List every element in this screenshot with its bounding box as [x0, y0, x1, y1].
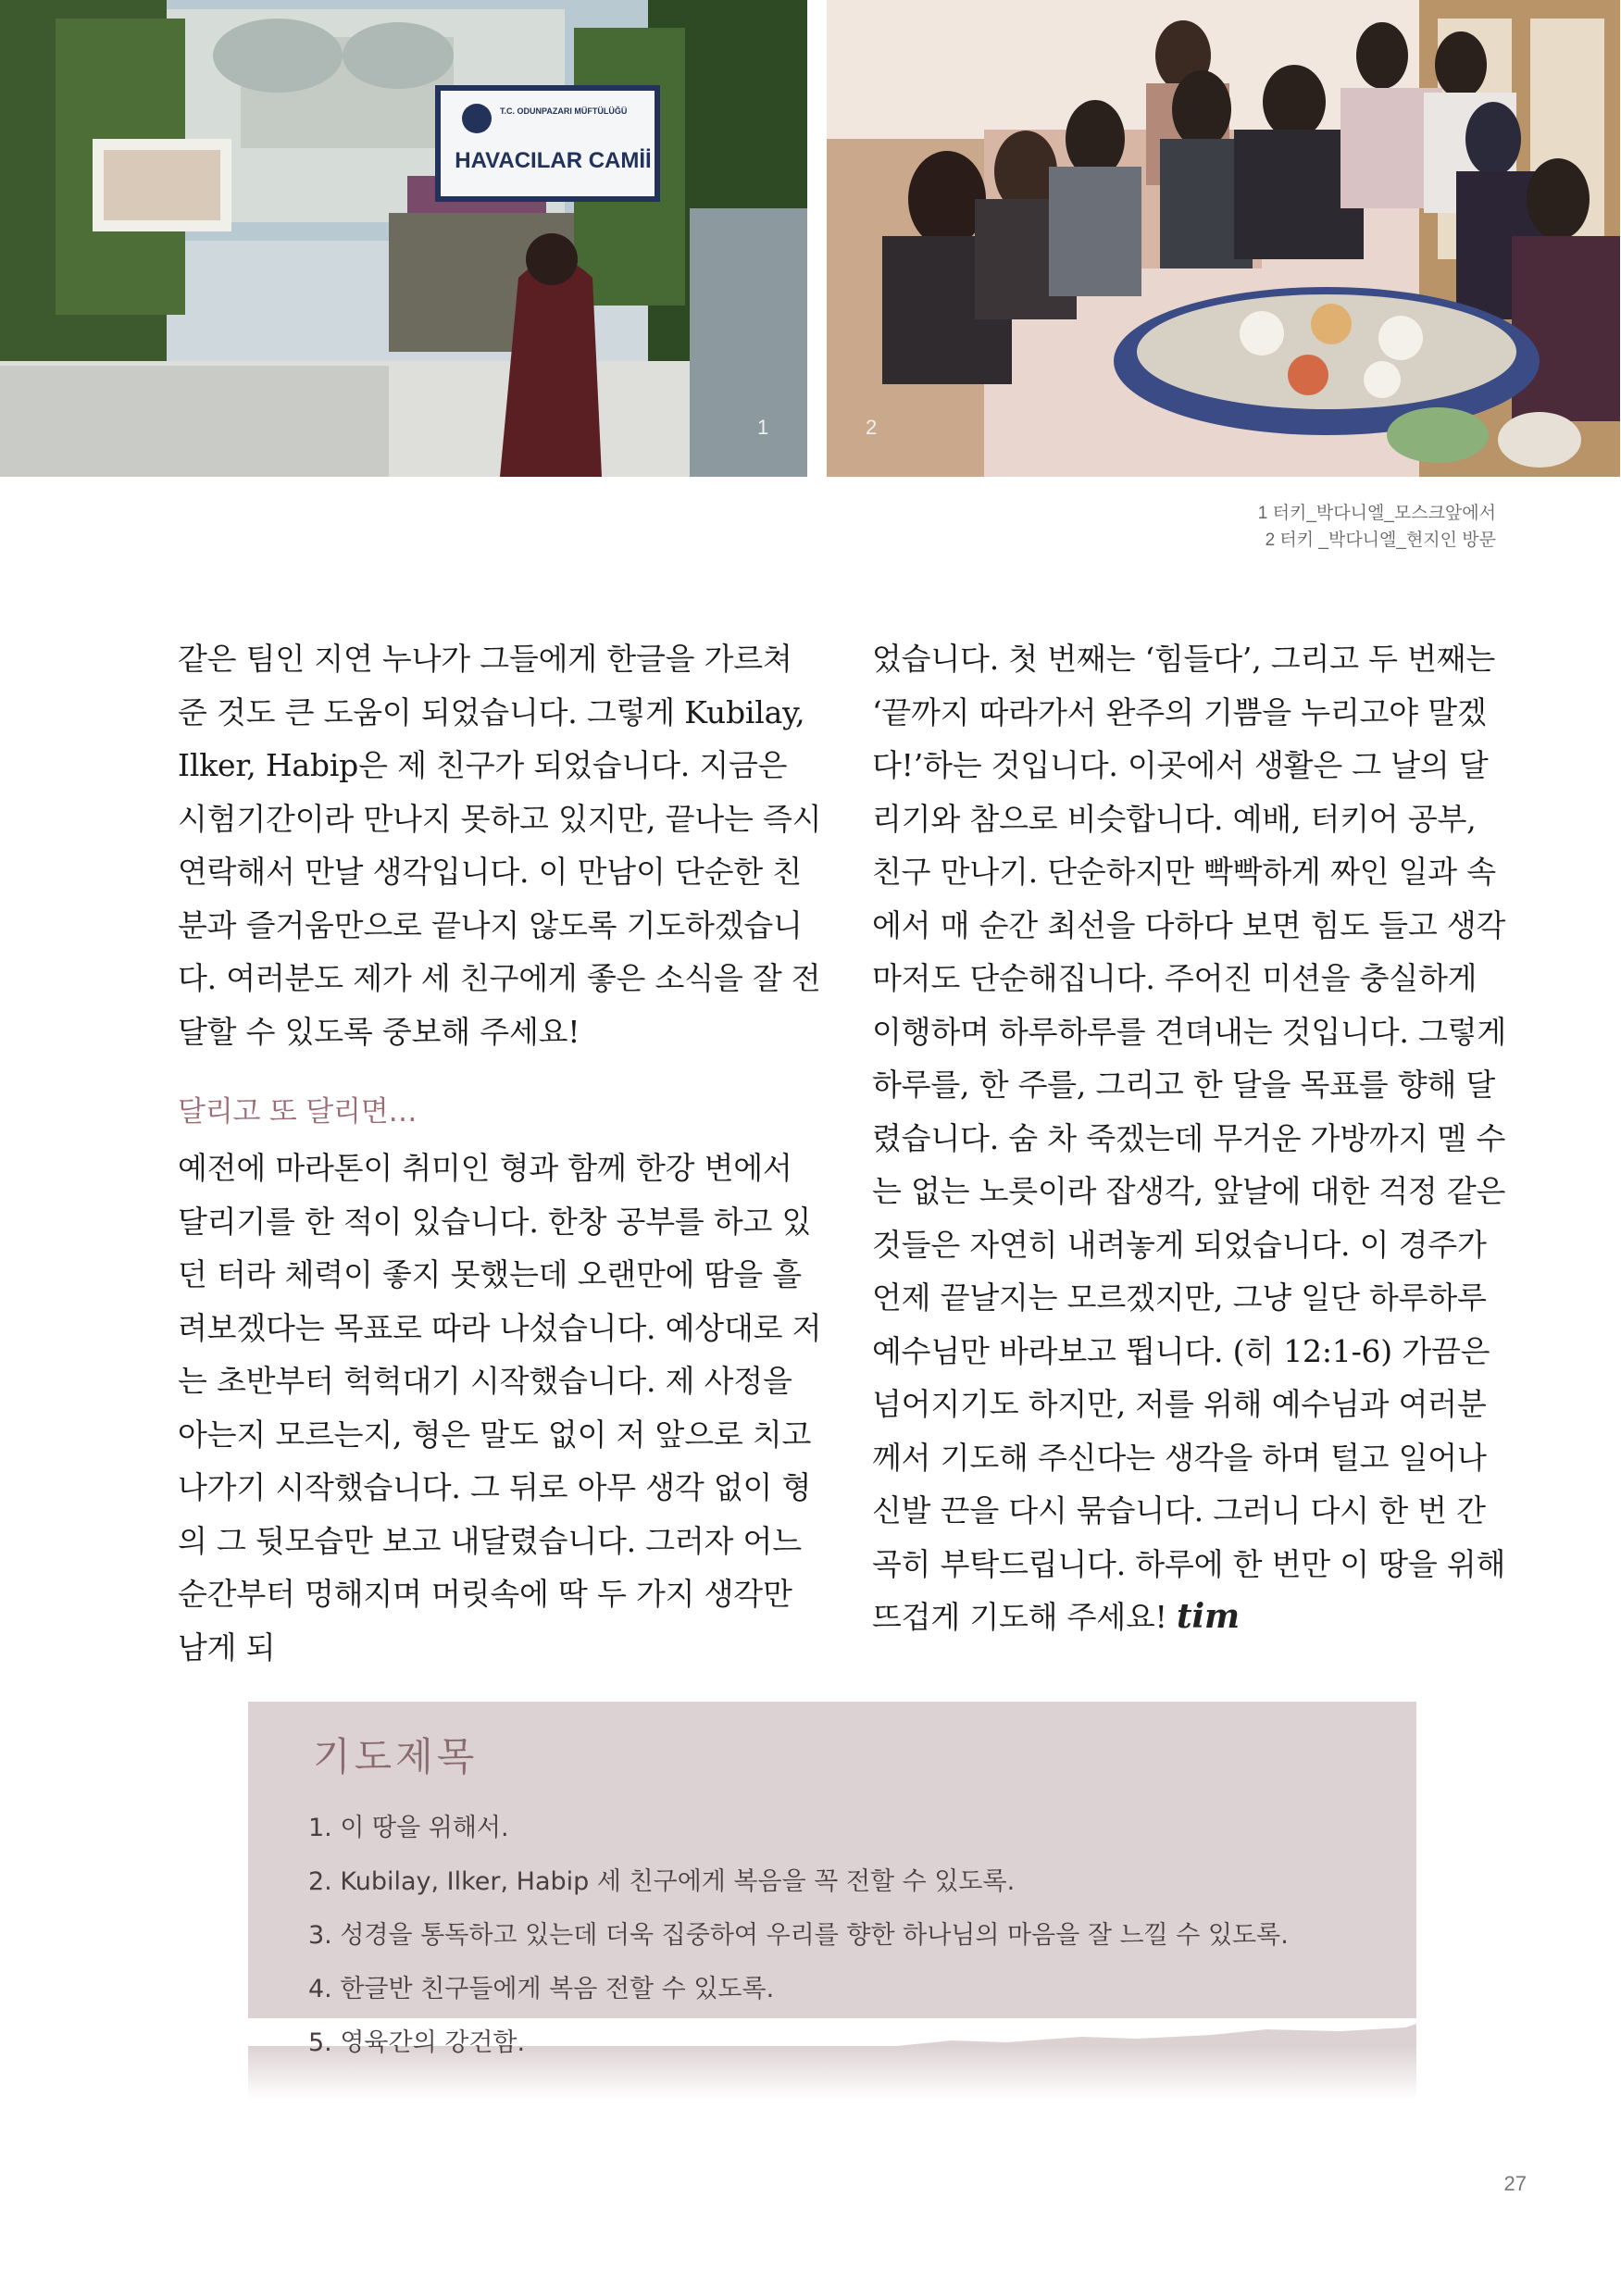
article-paragraph: 같은 팀인 지연 누나가 그들에게 한글을 가르쳐 준 것도 큰 도움이 되었습니다. 그렇게 Kubilay, Ilker, Habip은 제 친구가 되었습니다. 지금은 시험기간이라 만나지 못하고 있지만, 끝나는 즉시 연락해서 만날 생각입니다. 이 만남이 단순한 친분과 즐거움만으로 끝나지 않도록 기도하겠습니다. 여러분도 제가 세 친구에게 좋은 소식을 잘 전달할 수 있도록 중보해 주세요! — [178, 641, 822, 1050]
photo-number: 2 — [866, 416, 878, 439]
photo-home-visit — [827, 0, 1620, 477]
photo-caption: 2 터키 _박다니엘_현지인 방문 — [1265, 530, 1496, 550]
photo-caption: 1 터키_박다니엘_모스크앞에서 — [1257, 504, 1496, 523]
prayer-list — [308, 1810, 1289, 2078]
prayer-item: 5. 영육간의 강건함. — [308, 2028, 526, 2057]
article-paragraph: 예전에 마라톤이 취미인 형과 함께 한강 변에서 달리기를 한 적이 있습니다. 한창 공부를 하고 있던 터라 체력이 좋지 못했는데 오랜만에 땀을 흘려보겠다는 목표로 따라 나섰습니다. 예상대로 저는 초반부터 헉헉대기 시작했습니다. 제 사정을 아는지 모르는지, 형은 말도 없이 저 앞으로 치고 나가기 시작했습니다. 그 뒤로 아무 생각 없이 형의 그 뒷모습만 보고 내달렸습니다. 그러자 어느 순간부터 멍해지며 머릿속에 딱 두 가지 생각만 남게 되 — [178, 1150, 822, 1666]
page-number: 27 — [1503, 2172, 1527, 2195]
tim-signature: tim — [1177, 1597, 1240, 1636]
mosque-sign-org: T.C. ODUNPAZARI MÜFTÜLÜĞÜ — [500, 106, 628, 116]
prayer-title: 기도제목 — [313, 1734, 479, 1779]
mosque-sign-name: HAVACILAR CAMİİ — [455, 148, 652, 173]
article-right-column — [872, 632, 1509, 1644]
prayer-item: 3. 성경을 통독하고 있는데 더욱 집중하여 우리를 향한 하나님의 마음을 잘 느낄 수 있도록. — [308, 1921, 1289, 1950]
prayer-item: 2. Kubilay, Ilker, Habip 세 친구에게 복음을 꼭 전할 수 있도록. — [308, 1867, 1016, 1896]
prayer-item: 4. 한글반 친구들에게 복음 전할 수 있도록. — [308, 1975, 775, 2003]
photo-number: 1 — [757, 416, 769, 439]
article-paragraph-text: 었습니다. 첫 번째는 ‘힘들다’, 그리고 두 번째는 ‘끝까지 따라가서 완주의 기쁨을 누리고야 말겠다!’하는 것입니다. 이곳에서 생활은 그 날의 달리기와 참으로 비슷합니다. 예배, 터키어 공부, 친구 만나기. 단순하지만 빡빡하게 짜인 일과 속에서 매 순간 최선을 다하다 보면 힘도 들고 생각마저도 단순해집니다. 주어진 미션을 충실하게 이행하며 하루하루를 견뎌내는 것입니다. 그렇게 하루를, 한 주를, 그리고 한 달을 목표를 향해 달렸습니다. 숨 차 죽겠는데 무거운 가방까지 멜 수는 없는 노릇이라 잡생각, 앞날에 대한 걱정 같은 것들은 자연히 내려놓게 되었습니다. 이 경주가 언제 끝날지는 모르겠지만, 그냥 일단 하루하루 예수님만 바라보고 뜁니다. (히 12:1-6) 가끔은 넘어지기도 하지만, 저를 위해 예수님과 여러분께서 기도해 주신다는 생각을 하며 털고 일어나 신발 끈을 다시 묶습니다. 그러니 다시 한 번 간곡히 부탁드립니다. 하루에 한 번만 이 땅을 위해 뜨겁게 기도해 주세요! — [872, 641, 1507, 1635]
photo-captions — [1258, 500, 1496, 554]
section-subheading: 달리고 또 달리면… — [178, 1095, 418, 1129]
photo-mosque — [0, 0, 807, 477]
prayer-item: 1. 이 땅을 위해서. — [308, 1814, 509, 1842]
article-paragraph — [872, 632, 1509, 1644]
article-left-column — [178, 632, 826, 1674]
